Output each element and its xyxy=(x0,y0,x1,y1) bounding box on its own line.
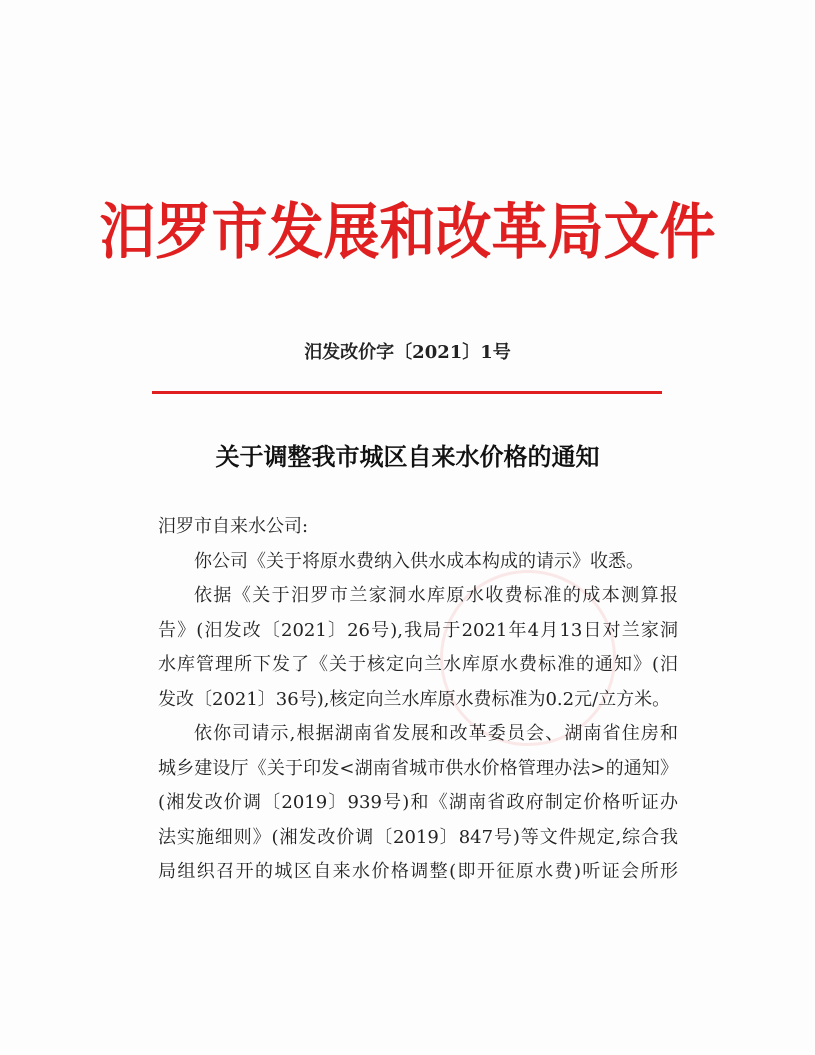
red-divider-line xyxy=(152,391,662,394)
paragraph-3-line-4: 法实施细则》(湘发改价调〔2019〕847号)等文件规定,综合我 xyxy=(158,826,678,848)
addressee-line: 汨罗市自来水公司: xyxy=(158,516,309,537)
paragraph-3-line-3: (湘发改价调〔2019〕939号)和《湖南省政府制定价格听证办 xyxy=(158,792,678,813)
paragraph-3-line-2: 城乡建设厅《关于印发<湖南省城市供水价格管理办法>的通知》 xyxy=(158,757,678,779)
paragraph-2-line-2: 告》(汨发改〔2021〕26号),我局于2021年4月13日对兰家洞 xyxy=(158,619,678,641)
paragraph-3-line-5: 局组织召开的城区自来水价格调整(即开征原水费)听证会所形 xyxy=(158,861,678,882)
document-number: 汨发改价字〔2021〕1号 xyxy=(304,342,511,363)
document-header-title: 汨罗市发展和改革局文件 xyxy=(99,197,716,268)
document-body xyxy=(158,510,678,890)
paragraph-3-line-1: 依你司请示,根据湖南省发展和改革委员会、湖南省住房和 xyxy=(194,723,678,744)
notice-title: 关于调整我市城区自来水价格的通知 xyxy=(215,442,600,471)
paragraph-2-line-4: 发改〔2021〕36号),核定向兰水库原水费标准为0.2元/立方米。 xyxy=(158,688,671,710)
paragraph-2-line-3: 水库管理所下发了《关于核定向兰水库原水费标准的通知》(汨 xyxy=(158,654,678,675)
paragraph-1-line-1: 你公司《关于将原水费纳入供水成本构成的请示》收悉。 xyxy=(194,550,644,572)
paragraph-2-line-1: 依据《关于汨罗市兰家洞水库原水收费标准的成本测算报 xyxy=(194,585,678,606)
